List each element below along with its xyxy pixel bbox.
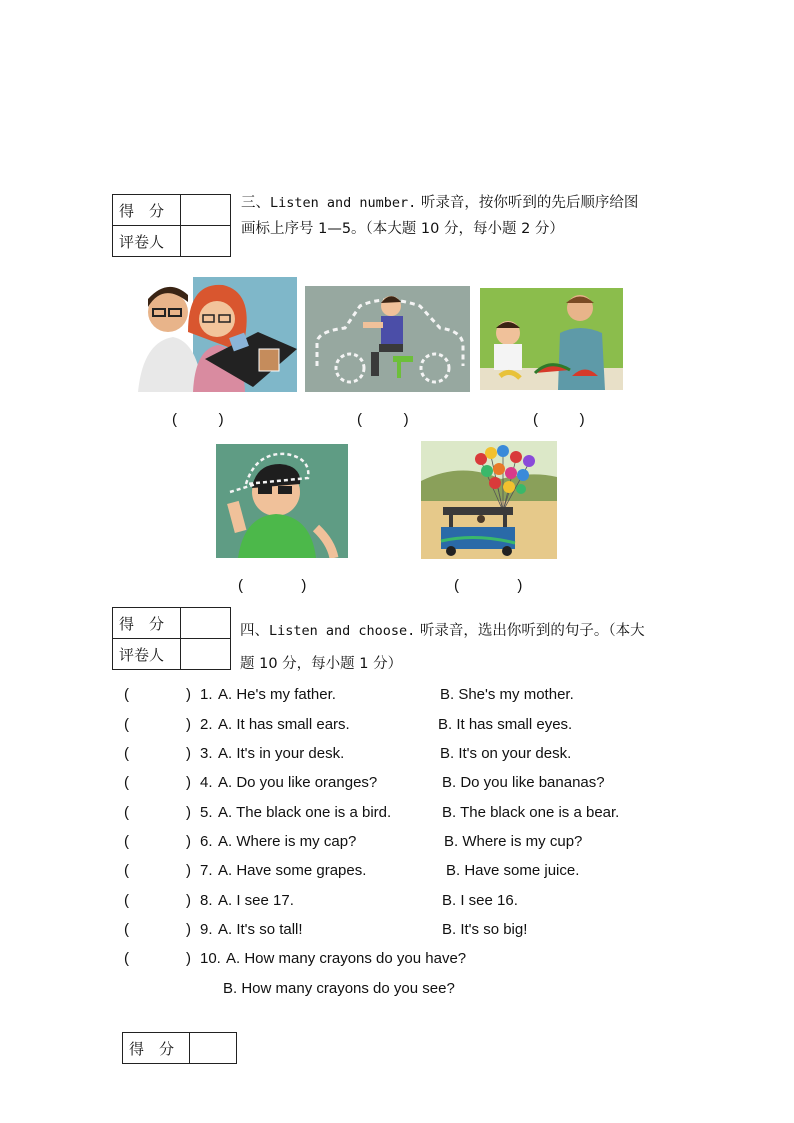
score-table-section4: [112, 607, 231, 670]
score-label: 得 分: [113, 195, 181, 226]
answer-close-paren: ): [186, 804, 191, 821]
answer-close-paren: ): [186, 745, 191, 762]
question-number: 9.: [200, 921, 213, 938]
answer-blank-5[interactable]: ( ): [454, 577, 523, 594]
option-b: B. I see 16.: [442, 892, 518, 909]
option-b: B. Have some juice.: [446, 862, 580, 879]
picture-boy-car: [305, 286, 470, 392]
picture-boy-cap: [216, 444, 348, 558]
option-a: A. Do you like oranges?: [218, 774, 378, 791]
question-number: 4.: [200, 774, 213, 791]
option-b: B. Do you like bananas?: [442, 774, 605, 791]
answer-close-paren: ): [186, 862, 191, 879]
option-b: B. It has small eyes.: [438, 716, 573, 733]
option-b: B. She's my mother.: [440, 686, 574, 703]
answer-close-paren: ): [186, 892, 191, 909]
option-a: A. How many crayons do you have?: [226, 950, 467, 967]
grader-box[interactable]: [181, 639, 231, 670]
picture-man-watermelon: [480, 288, 623, 390]
score-box[interactable]: [190, 1033, 237, 1064]
score-label: 得 分: [113, 608, 181, 639]
option-a: A. It's in your desk.: [218, 745, 345, 762]
answer-open-paren[interactable]: (: [124, 745, 129, 762]
answer-open-paren[interactable]: (: [124, 833, 129, 850]
picture-kids-photo-album: [133, 277, 297, 392]
section3-heading: 三、Listen and number. 听录音，按你听到的先后顺序给图 画标上序号 1—5。（本大题 10 分，每小题 2 分）: [241, 195, 639, 237]
answer-close-paren: ): [186, 921, 191, 938]
answer-blank-1[interactable]: ( ): [172, 411, 224, 428]
score-label: 得 分: [123, 1033, 190, 1064]
option-b: B. The black one is a bear.: [442, 804, 620, 821]
option-a: A. He's my father.: [218, 686, 336, 703]
score-box[interactable]: [181, 195, 231, 226]
section4-heading: 四、Listen and choose. 听录音，选出你听到的句子。（本大 题 10 分，每小题 1 分）: [240, 623, 645, 672]
answer-open-paren[interactable]: (: [124, 804, 129, 821]
question-number: 1.: [200, 686, 213, 703]
option-b: B. It's on your desk.: [440, 745, 572, 762]
question-number: 2.: [200, 716, 213, 733]
option-a: A. I see 17.: [218, 892, 294, 909]
grader-box[interactable]: [181, 226, 231, 257]
answer-blank-2[interactable]: ( ): [357, 411, 409, 428]
answer-open-paren[interactable]: (: [124, 892, 129, 909]
answer-close-paren: ): [186, 716, 191, 733]
answer-open-paren[interactable]: (: [124, 950, 129, 967]
answer-close-paren: ): [186, 833, 191, 850]
question-number: 7.: [200, 862, 213, 879]
answer-open-paren[interactable]: (: [124, 774, 129, 791]
answer-blank-3[interactable]: ( ): [533, 411, 585, 428]
answer-open-paren[interactable]: (: [124, 921, 129, 938]
question-number: 3.: [200, 745, 213, 762]
score-table-section5: [122, 1032, 237, 1064]
answer-close-paren: ): [186, 774, 191, 791]
option-a: A. Where is my cap?: [218, 833, 357, 850]
question-number: 8.: [200, 892, 213, 909]
answer-open-paren[interactable]: (: [124, 716, 129, 733]
option-b: B. How many crayons do you see?: [223, 980, 455, 997]
answer-close-paren: ): [186, 686, 191, 703]
question-number: 6.: [200, 833, 213, 850]
option-b: B. Where is my cup?: [444, 833, 583, 850]
answer-close-paren: ): [186, 950, 191, 967]
option-b: B. It's so big!: [442, 921, 528, 938]
grader-label: 评卷人: [113, 639, 181, 670]
question-number: 10.: [200, 950, 221, 967]
option-a: A. The black one is a bird.: [218, 804, 392, 821]
answer-open-paren[interactable]: (: [124, 686, 129, 703]
option-a: A. It has small ears.: [218, 716, 350, 733]
option-a: A. Have some grapes.: [218, 862, 367, 879]
question-number: 5.: [200, 804, 213, 821]
option-a: A. It's so tall!: [218, 921, 303, 938]
picture-balloon-cart: [421, 441, 557, 559]
score-table-section3: [112, 194, 231, 257]
answer-blank-4[interactable]: ( ): [238, 577, 307, 594]
score-box[interactable]: [181, 608, 231, 639]
grader-label: 评卷人: [113, 226, 181, 257]
answer-open-paren[interactable]: (: [124, 862, 129, 879]
